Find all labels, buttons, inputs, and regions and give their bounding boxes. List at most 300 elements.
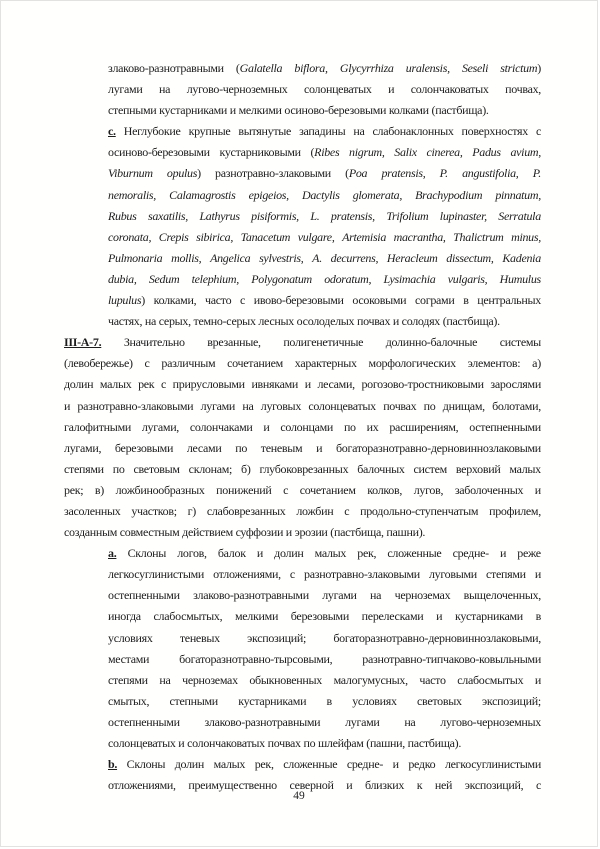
text-run: понижений [216,482,272,497]
text-run: логов, [177,546,207,561]
word [175,754,204,775]
text-line [108,269,541,290]
text-run: и [534,482,541,497]
word [169,185,235,206]
word [302,185,340,206]
text-run: и [256,546,264,561]
text-run: врезанные, [207,335,261,350]
word [387,543,441,564]
word [353,121,364,142]
word [440,163,448,184]
word [417,691,462,712]
text-run: telephium, [191,271,239,286]
text-run: почвах [383,398,417,413]
text-run: теневым [260,440,303,455]
text-run: злаково-разнотравными [193,588,309,603]
text-line [108,712,541,733]
text-run: заболоченных [454,482,524,497]
text-run: ( [235,61,240,75]
word [159,79,170,100]
word [108,754,117,775]
text-run: на [159,82,171,97]
text-run: отложениями, [213,567,281,582]
text-run: засоленных [64,503,121,518]
text-run: cinerea, [426,145,463,160]
word [500,58,541,79]
text-run: долин [64,377,94,392]
text-run: и [263,419,270,434]
word [440,712,541,733]
text-run: Serratula [498,208,541,223]
page-number: 49 [293,790,305,802]
word [108,227,151,248]
text-run: лесами [186,440,222,455]
text-run: редко [408,757,436,772]
word [108,206,137,227]
text-line [108,564,541,585]
word [207,332,260,353]
text-run: кустарниками [454,609,523,624]
text-run: мелкими [234,609,279,624]
word [394,227,446,248]
text-run: ложбинообразных [115,482,205,497]
word [255,754,274,775]
text-run: слабоврезанных [206,503,286,518]
word [108,606,141,627]
word [259,248,303,269]
word [254,290,344,311]
text-run: ) [141,293,145,308]
word [167,163,201,184]
text-run: солонцеватых и солончаковатых почвах по шлейфам (пашни, пастбища). [108,736,462,750]
word [304,79,372,100]
text-run: реже [517,546,541,561]
text-run: профилем, [489,503,541,518]
text-run: слабосмытых [457,672,524,687]
word [448,269,488,290]
word [453,543,489,564]
word [429,564,477,585]
text-run: прирусловыми [172,377,245,392]
word [247,628,306,649]
text-run: разнотравно-злаковыми [304,567,420,582]
text-run: рек, [254,757,274,772]
word [408,754,435,775]
text-line [64,374,541,395]
text-run: в [326,693,332,708]
word [304,564,420,585]
word [283,754,337,775]
word [133,459,179,480]
text-run: pratensis, [381,166,426,181]
word [389,417,458,438]
word [148,206,188,227]
text-run: Rubus [108,208,137,223]
document-body [64,58,541,796]
word [108,163,153,184]
word [196,227,233,248]
text-run: coronata, [108,229,152,244]
text-run: характерных [294,356,357,371]
text-run: на [242,398,254,413]
word [251,374,298,395]
text-run: лугово-черноземных [440,714,541,729]
word [108,79,142,100]
word [188,501,196,522]
text-run: Неглубокие [123,124,181,139]
word [443,396,485,417]
text-line [108,754,541,775]
word [274,543,303,564]
word [127,754,166,775]
word [201,396,235,417]
word [216,480,271,501]
word [406,58,450,79]
word [241,227,291,248]
text-run: Humulus [499,271,541,286]
text-run: Склоны [126,757,166,772]
word [108,564,204,585]
text-run: Tanacetum [240,229,291,244]
word [192,269,239,290]
word [367,417,379,438]
word [241,459,251,480]
word [388,79,394,100]
text-run: сочетанием [227,356,283,371]
text-run: по [343,419,356,434]
word [510,142,541,163]
word [235,606,278,627]
text-run: Padus [472,145,501,160]
text-run: часто [205,293,232,308]
text-run: г) [187,503,196,518]
text-run: б) [241,461,251,476]
text-line [64,501,541,522]
word [440,206,487,227]
text-run: ней [434,778,453,793]
text-run: малых [213,757,246,772]
text-run: галофитными [64,419,131,434]
text-run: по [423,398,436,413]
word [64,417,131,438]
text-run: и [436,609,443,624]
text-run: световых [417,693,462,708]
text-run: экспозиций, [464,778,524,793]
word [251,206,299,227]
word [64,332,101,353]
word [235,438,247,459]
text-run: лугами [322,588,357,603]
word [469,417,541,438]
text-run: Poa [348,166,368,181]
text-run: центральных [477,293,541,308]
text-line [64,459,541,480]
word [477,290,541,311]
word [352,691,397,712]
text-run: Dactylis [301,187,340,202]
word [236,58,282,79]
word [404,712,415,733]
word [411,79,489,100]
word [369,353,456,374]
text-run: долинно-балочные [385,335,478,350]
word [386,206,428,227]
word [64,396,70,417]
word [171,248,201,269]
text-run: c. [108,124,116,139]
word [387,248,438,269]
text-run: epigeios, [248,187,289,202]
text-run: степями [486,567,526,582]
text-run: долин [274,546,304,561]
word [177,543,206,564]
text-run: Sedum [148,271,180,286]
text-line [108,142,541,163]
text-run: ) [197,166,201,181]
text-run: ивово-березовыми [253,293,344,308]
text-run: сложенные [283,757,338,772]
text-run: западины [299,124,346,139]
text-run: глубоковрезанных [259,461,349,476]
word [64,459,104,480]
text-line [108,585,541,606]
text-run: в [463,293,469,308]
text-run: солончаками [189,419,253,434]
word [190,417,253,438]
word [383,396,416,417]
text-run: участков; [131,503,177,518]
word [173,374,245,395]
text-run: с [289,567,295,582]
word [535,564,541,585]
word [251,269,312,290]
text-run: с [160,377,166,392]
text-run: осиново-березовыми [108,145,210,160]
text-run: saxatilis, [147,208,188,223]
text-run: sylvestris, [259,250,304,265]
text-run: кустарниками [238,693,307,708]
word [199,206,239,227]
text-run: lupulus [108,293,142,308]
word [445,754,541,775]
word [108,670,148,691]
word [463,290,468,311]
text-run: часто [419,672,446,687]
text-run: долин [174,757,205,772]
text-run: и [499,546,507,561]
text-run: Значительно [123,335,185,350]
text-run: вытянутые [238,124,292,139]
word [370,585,381,606]
text-run: odoratum, [324,271,372,286]
text-run: и [534,567,541,582]
word [536,121,541,142]
text-line [64,480,541,501]
text-line [108,79,541,100]
word [219,142,300,163]
word [345,712,379,733]
word [116,480,205,501]
word [495,185,541,206]
word [322,585,356,606]
text-run: злаково-разнотравными [204,714,321,729]
word [500,332,541,353]
text-run: и [346,778,353,793]
word [242,396,253,417]
paragraph-continuation [108,58,541,121]
word [517,543,541,564]
text-run: полигенетичные [283,335,364,350]
text-run: Lathyrus [199,208,240,223]
word [536,606,541,627]
word [291,606,349,627]
text-line [64,522,541,543]
word [317,374,354,395]
text-run: световым [133,461,180,476]
word [249,670,322,691]
word [419,670,445,691]
text-line [108,311,541,332]
text-run: сограми [414,293,455,308]
text-run: условиях [108,630,153,645]
word [108,248,162,269]
word [227,353,283,374]
text-line [64,332,541,353]
word [161,353,215,374]
word [238,691,306,712]
word [357,543,376,564]
text-run: крупные [188,124,231,139]
text-run: Pulmonaria [108,250,163,265]
word [352,290,406,311]
text-run: системы [499,335,541,350]
word [331,248,379,269]
text-run: и [534,672,541,687]
text-run: glomerata, [352,187,403,202]
word [468,353,521,374]
word [305,374,311,395]
text-run: луговыми [428,567,477,582]
text-line [108,606,541,627]
word [180,628,220,649]
word [159,227,189,248]
text-run: сложенные [387,546,442,561]
text-run: лугами, [64,440,102,455]
text-run: Lysimachia [383,271,436,286]
text-run: днищам, [442,398,485,413]
word [64,353,133,374]
text-run: (левобережье) [64,356,133,371]
text-run: strictum [500,61,538,75]
text-line [108,290,541,311]
text-run: степями [108,672,148,687]
word [336,438,541,459]
word [456,459,501,480]
word [533,163,541,184]
word [310,206,319,227]
text-run: nigrum, [349,145,385,160]
text-run: nemoralis, [108,187,157,202]
text-run: луговых [260,398,302,413]
text-run: uralensis, [405,61,450,75]
text-run: decurrens, [330,250,379,265]
word [283,480,288,501]
word [502,248,541,269]
text-run: поверхностях [461,124,528,139]
text-run: Trifolium [386,208,429,223]
text-run: ивняками [251,377,299,392]
text-run: с [240,293,246,308]
text-run: b. [108,757,118,772]
text-run: opulus [166,166,198,181]
text-run: Angelica [210,250,251,265]
word [455,480,523,501]
text-run: ) [537,61,541,75]
text-line [108,206,541,227]
word [218,543,246,564]
text-line [108,185,541,206]
word [413,459,446,480]
text-run: слабонаклонных [372,124,454,139]
word [298,227,335,248]
text-run: солончаковатых [410,82,489,97]
text-run: pisiformis, [251,208,299,223]
text-run: L. [310,208,320,223]
text-run: minus, [511,229,541,244]
word [257,543,263,564]
word [455,606,523,627]
word [108,628,153,649]
word [64,501,120,522]
word [426,142,462,163]
word [324,269,371,290]
text-run: малых [99,377,132,392]
text-run: Ribes [314,145,340,160]
text-run: обыкновенных [249,672,323,687]
word [316,438,322,459]
word [453,227,503,248]
text-run: различным [161,356,216,371]
text-run: березовыми [114,440,174,455]
text-run: солонцами [280,419,334,434]
word [334,670,408,691]
text-run: перелесками [361,609,424,624]
word [457,670,523,691]
word [367,480,402,501]
text-run: с [535,124,541,139]
text-line [108,248,541,269]
word [535,670,541,691]
word [500,269,541,290]
text-run: с [144,356,150,371]
text-run: Galatella [239,61,283,75]
text-run: злаково-разнотравными [108,61,224,75]
text-run: sibirica, [196,229,234,244]
word [108,269,137,290]
word [210,248,250,269]
text-run: рогозово-тростниковыми [361,377,484,392]
text-run: Salix [394,145,417,160]
word [299,121,345,142]
text-run: северной [289,778,334,793]
word [128,543,167,564]
word [535,480,541,501]
word [131,501,176,522]
word [344,417,356,438]
word [344,501,349,522]
text-line [108,121,541,142]
text-run: и [304,377,311,392]
